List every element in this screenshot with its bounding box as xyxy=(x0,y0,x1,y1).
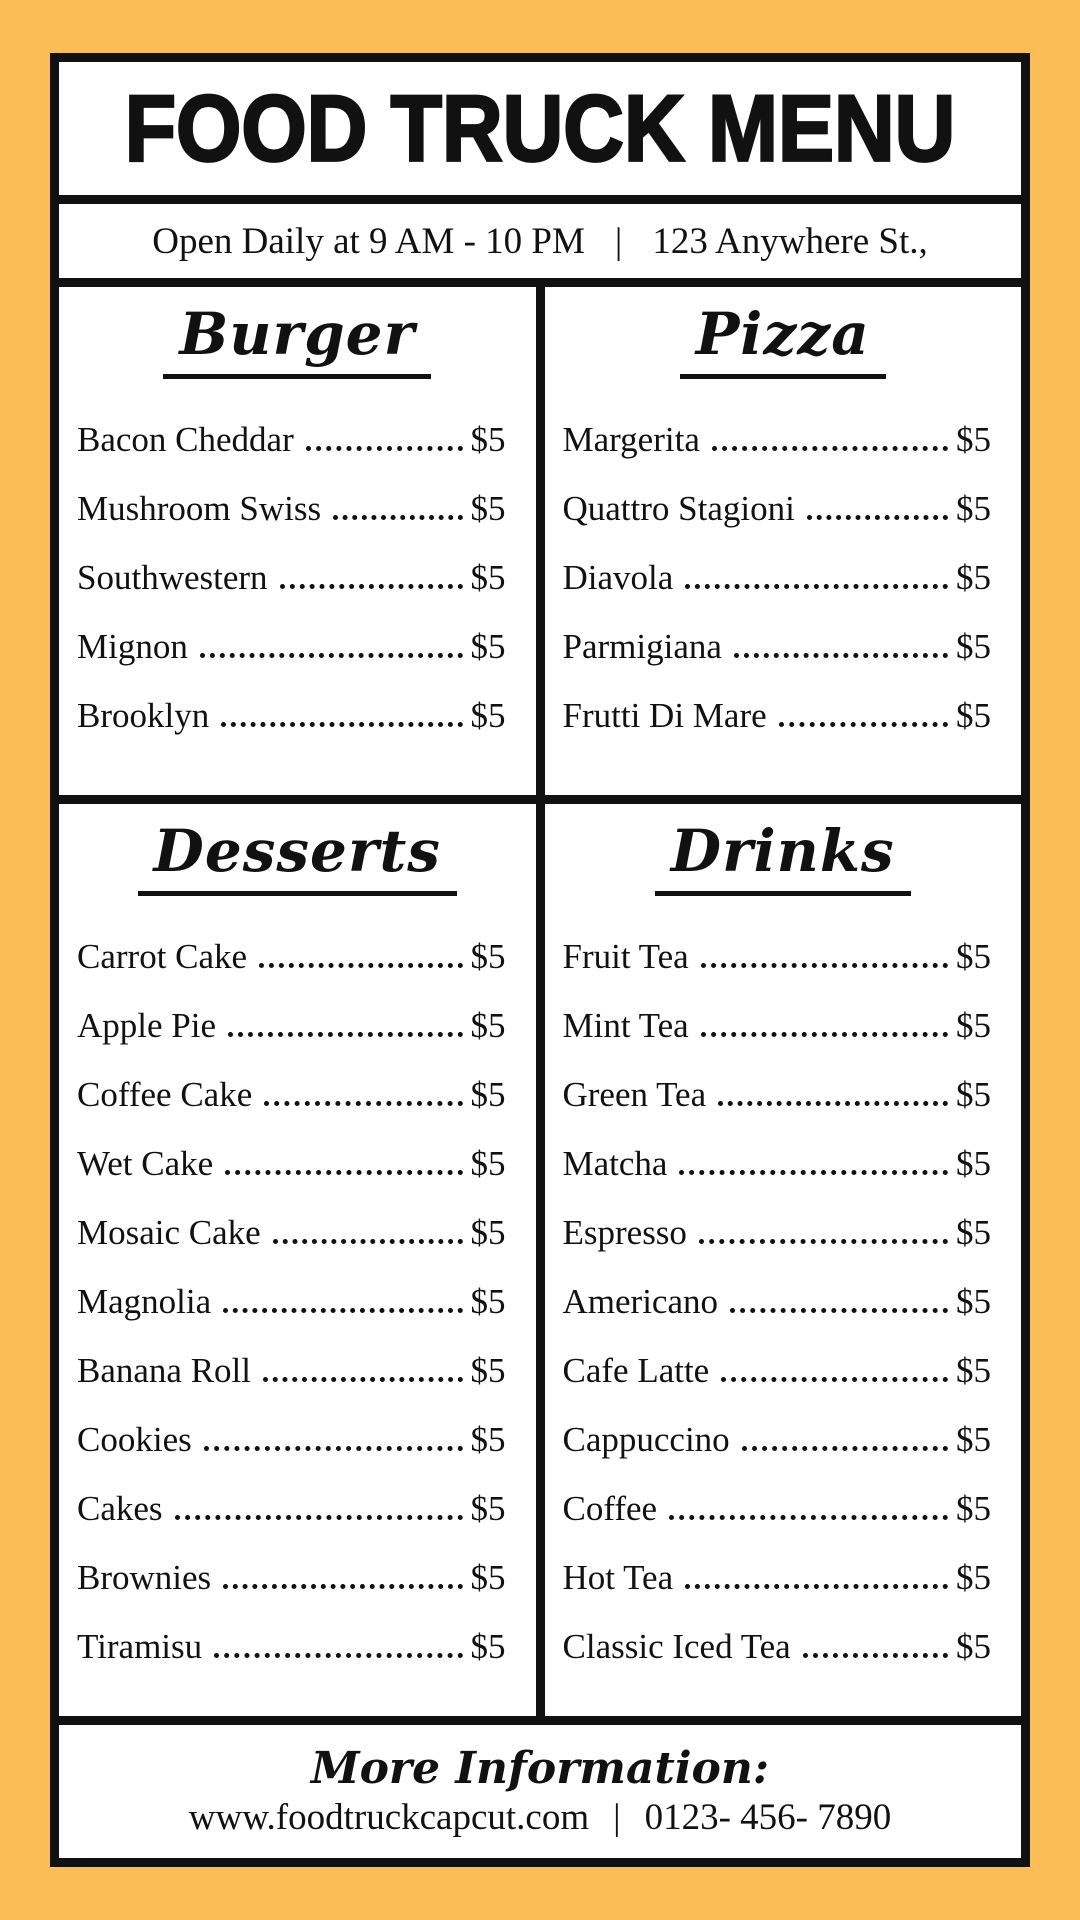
dotted-leader xyxy=(669,1515,948,1520)
item-price: $5 xyxy=(956,626,991,666)
item-name: Matcha xyxy=(562,1143,668,1183)
dotted-leader xyxy=(742,1446,948,1451)
item-name: Espresso xyxy=(562,1212,687,1252)
dotted-leader xyxy=(273,1239,463,1244)
menu-item xyxy=(77,1119,506,1188)
dotted-leader xyxy=(263,1377,463,1382)
item-price: $5 xyxy=(470,936,506,976)
item-name: Brownies xyxy=(77,1557,212,1597)
dotted-leader xyxy=(685,1584,948,1589)
page-title: FOOD TRUCK MENU xyxy=(124,75,956,181)
item-price: $5 xyxy=(956,1419,991,1459)
item-name: Tiramisu xyxy=(77,1626,203,1666)
title-section xyxy=(59,62,1021,195)
dotted-leader xyxy=(280,584,463,589)
item-name: Classic Iced Tea xyxy=(562,1626,791,1666)
item-price: $5 xyxy=(470,1212,506,1252)
desserts-item-list xyxy=(59,904,536,1671)
menu-item xyxy=(563,395,992,464)
menu-item xyxy=(77,671,506,740)
menu-item xyxy=(563,1326,992,1395)
menu-item xyxy=(77,1050,506,1119)
footer-section xyxy=(59,1725,1021,1858)
menu-item xyxy=(563,1257,992,1326)
drinks-item-list xyxy=(545,904,1022,1671)
item-name: Parmigiana xyxy=(562,626,722,666)
opening-hours: Open Daily at 9 AM - 10 PM xyxy=(152,220,585,262)
menu-item xyxy=(563,671,992,740)
dotted-leader xyxy=(223,1308,462,1313)
menu-item xyxy=(77,1188,506,1257)
menu-item xyxy=(77,1602,506,1671)
item-name: Cafe Latte xyxy=(562,1350,710,1390)
item-price: $5 xyxy=(470,1281,506,1321)
menu-item xyxy=(563,1050,992,1119)
item-name: Hot Tea xyxy=(562,1557,674,1597)
item-price: $5 xyxy=(470,1557,506,1597)
section-title-drinks: Drinks xyxy=(655,818,911,896)
item-price: $5 xyxy=(956,1557,991,1597)
menu-item xyxy=(563,1464,992,1533)
dotted-leader xyxy=(699,1239,948,1244)
menu-item xyxy=(77,602,506,671)
item-name: Southwestern xyxy=(77,557,268,597)
subtitle-separator: | xyxy=(614,220,623,262)
item-name: Mint Tea xyxy=(562,1005,689,1045)
dotted-leader xyxy=(779,722,948,727)
item-name: Banana Roll xyxy=(77,1350,251,1390)
item-name: Diavola xyxy=(562,557,674,597)
dotted-leader xyxy=(679,1170,948,1175)
dotted-leader xyxy=(225,1170,462,1175)
dotted-leader xyxy=(734,653,948,658)
item-name: Frutti Di Mare xyxy=(562,695,767,735)
item-name: Cookies xyxy=(77,1419,192,1459)
pizza-item-list xyxy=(545,387,1022,740)
menu-item xyxy=(77,981,506,1050)
menu-item xyxy=(563,1602,992,1671)
item-name: Brooklyn xyxy=(77,695,210,735)
item-name: Wet Cake xyxy=(77,1143,214,1183)
section-title-desserts: Desserts xyxy=(138,818,457,896)
section-title-pizza: Pizza xyxy=(680,301,886,379)
dotted-leader xyxy=(718,1101,948,1106)
menu-item xyxy=(77,464,506,533)
menu-item xyxy=(563,1119,992,1188)
menu-item xyxy=(563,912,992,981)
dotted-leader xyxy=(306,446,463,451)
section-drinks xyxy=(545,804,1022,1716)
item-price: $5 xyxy=(470,1488,506,1528)
dotted-leader xyxy=(221,722,462,727)
section-header xyxy=(545,287,1022,387)
section-header xyxy=(59,287,536,387)
item-name: Quattro Stagioni xyxy=(562,488,795,528)
item-name: Mignon xyxy=(77,626,188,666)
dotted-leader xyxy=(701,963,948,968)
dotted-leader xyxy=(175,1515,463,1520)
item-price: $5 xyxy=(470,1074,506,1114)
dotted-leader xyxy=(228,1032,462,1037)
menu-item xyxy=(77,1395,506,1464)
item-name: Americano xyxy=(562,1281,718,1321)
dotted-leader xyxy=(204,1446,463,1451)
subtitle-section xyxy=(59,204,1021,278)
item-name: Mushroom Swiss xyxy=(77,488,322,528)
section-header xyxy=(59,804,536,904)
item-price: $5 xyxy=(470,557,506,597)
item-price: $5 xyxy=(956,936,991,976)
menu-item xyxy=(563,1395,992,1464)
dotted-leader xyxy=(259,963,462,968)
item-name: Cappuccino xyxy=(562,1419,730,1459)
item-name: Margerita xyxy=(562,419,700,459)
website-url: www.foodtruckcapcut.com xyxy=(188,1797,590,1838)
item-name: Bacon Cheddar xyxy=(77,419,294,459)
item-price: $5 xyxy=(470,419,506,459)
item-name: Mosaic Cake xyxy=(77,1212,261,1252)
dotted-leader xyxy=(685,584,948,589)
menu-item xyxy=(77,1326,506,1395)
section-header xyxy=(545,804,1022,904)
item-price: $5 xyxy=(956,1212,991,1252)
dotted-leader xyxy=(223,1584,462,1589)
item-price: $5 xyxy=(956,419,991,459)
menu-item xyxy=(77,1257,506,1326)
menu-item xyxy=(563,602,992,671)
item-price: $5 xyxy=(956,695,991,735)
dotted-leader xyxy=(333,515,462,520)
dotted-leader xyxy=(214,1653,462,1658)
item-name: Cakes xyxy=(77,1488,163,1528)
item-price: $5 xyxy=(470,1005,506,1045)
item-price: $5 xyxy=(470,1143,506,1183)
item-name: Fruit Tea xyxy=(562,936,689,976)
footer-contact-line xyxy=(189,1799,891,1836)
item-name: Magnolia xyxy=(77,1281,212,1321)
dotted-leader xyxy=(264,1101,462,1106)
phone-number: 0123- 456- 7890 xyxy=(644,1797,892,1838)
item-price: $5 xyxy=(470,488,506,528)
menu-item xyxy=(563,1188,992,1257)
dotted-leader xyxy=(807,515,948,520)
menu-item xyxy=(563,533,992,602)
item-price: $5 xyxy=(470,1626,506,1666)
menu-item xyxy=(563,464,992,533)
dotted-leader xyxy=(730,1308,948,1313)
item-price: $5 xyxy=(956,1488,991,1528)
item-name: Apple Pie xyxy=(77,1005,217,1045)
section-title-burger: Burger xyxy=(163,301,431,379)
footer-heading: More Information: xyxy=(310,1743,770,1794)
burger-item-list xyxy=(59,387,536,740)
menu-frame xyxy=(50,53,1030,1867)
dotted-leader xyxy=(721,1377,948,1382)
item-price: $5 xyxy=(956,1074,991,1114)
menu-item xyxy=(77,533,506,602)
item-price: $5 xyxy=(956,488,991,528)
item-price: $5 xyxy=(956,557,991,597)
item-price: $5 xyxy=(470,1350,506,1390)
menu-item xyxy=(77,395,506,464)
menu-item xyxy=(77,912,506,981)
section-pizza xyxy=(545,287,1022,795)
item-price: $5 xyxy=(956,1626,991,1666)
dotted-leader xyxy=(803,1653,948,1658)
item-name: Carrot Cake xyxy=(77,936,248,976)
item-price: $5 xyxy=(956,1281,991,1321)
item-price: $5 xyxy=(470,626,506,666)
dotted-leader xyxy=(200,653,463,658)
menu-item xyxy=(563,1533,992,1602)
item-price: $5 xyxy=(956,1350,991,1390)
item-name: Green Tea xyxy=(562,1074,707,1114)
item-name: Coffee Cake xyxy=(77,1074,253,1114)
menu-item xyxy=(563,981,992,1050)
item-price: $5 xyxy=(470,1419,506,1459)
item-price: $5 xyxy=(956,1005,991,1045)
section-burger xyxy=(59,287,536,795)
item-price: $5 xyxy=(470,695,506,735)
footer-separator: | xyxy=(613,1797,621,1838)
section-desserts xyxy=(59,804,536,1716)
address: 123 Anywhere St., xyxy=(652,220,928,262)
menu-item xyxy=(77,1533,506,1602)
dotted-leader xyxy=(712,446,948,451)
item-name: Coffee xyxy=(562,1488,658,1528)
item-price: $5 xyxy=(956,1143,991,1183)
menu-item xyxy=(77,1464,506,1533)
dotted-leader xyxy=(701,1032,948,1037)
